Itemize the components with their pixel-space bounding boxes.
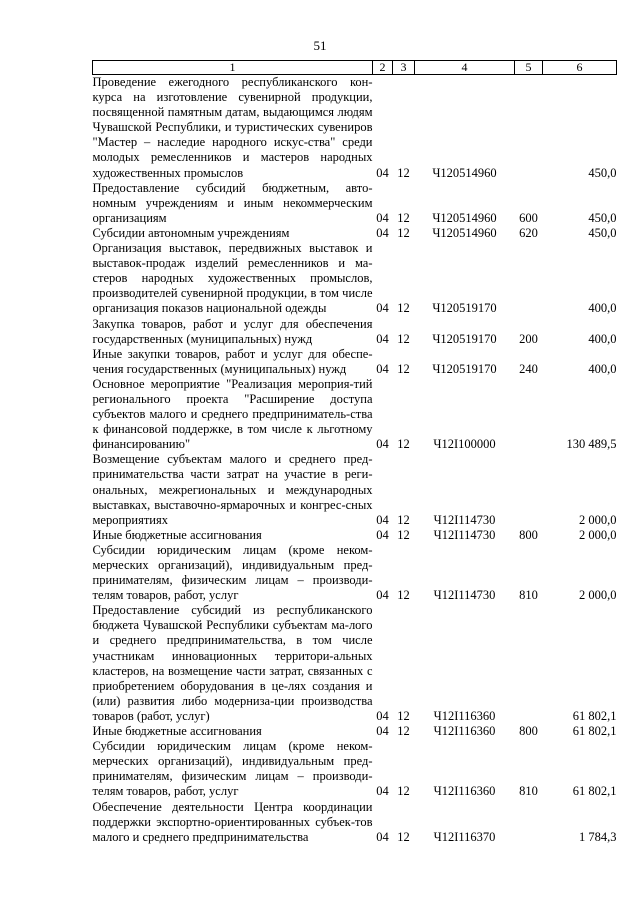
row-subsection-code: 12: [397, 225, 410, 240]
row-section-code: 04: [376, 437, 389, 452]
row-section-code: 04: [376, 512, 389, 527]
row-amount: 61 802,1: [572, 708, 617, 723]
row-expense-type-code: [515, 377, 543, 452]
budget-table: [92, 60, 617, 845]
row-subsection-code: 12: [397, 708, 410, 723]
row-expense-type-code: [515, 452, 543, 527]
row-target-item-code: Ч12I114730: [433, 588, 496, 603]
row-amount: 450,0: [588, 225, 617, 240]
row-section-code: 04: [376, 784, 389, 799]
table-row: [93, 452, 617, 527]
table-row: [93, 347, 617, 377]
row-amount: 61 802,1: [572, 784, 617, 799]
row-amount: 400,0: [588, 331, 617, 346]
row-section-code: 04: [376, 724, 389, 739]
row-amount: 2 000,0: [579, 512, 617, 527]
header-col-6: 6: [543, 61, 617, 75]
row-target-item-code: Ч120514960: [432, 225, 497, 240]
row-description: Организация выставок, передвижных выставок и выставок-продаж изделий ремесленников и ма-стеров народных художественных промыслов, производителей сувенирной продукции, в том числе организация показов национальной одежды: [92, 241, 373, 316]
header-col-4: 4: [415, 61, 515, 75]
row-amount: 400,0: [588, 301, 617, 316]
row-subsection-code: 12: [397, 210, 410, 225]
table-row: [93, 377, 617, 452]
row-description: Иные бюджетные ассигнования: [92, 724, 262, 739]
row-amount: 450,0: [588, 210, 617, 225]
row-expense-type-code: 240: [519, 361, 538, 376]
row-target-item-code: Ч120519170: [432, 361, 497, 376]
row-section-code: 04: [376, 588, 389, 603]
table-row: [93, 800, 617, 845]
page-number: 51: [313, 38, 327, 53]
row-section-code: 04: [376, 210, 389, 225]
row-description: Предоставление субсидий бюджетным, авто-номным учреждениям и иным некоммерческим организациям: [92, 180, 373, 225]
header-col-3: 3: [393, 61, 415, 75]
table-row: [93, 528, 617, 543]
row-section-code: 04: [376, 361, 389, 376]
row-subsection-code: 12: [397, 437, 410, 452]
row-target-item-code: Ч12I116360: [433, 784, 496, 799]
row-section-code: 04: [376, 165, 389, 180]
row-section-code: 04: [376, 708, 389, 723]
table-row: [93, 317, 617, 347]
row-subsection-code: 12: [397, 512, 410, 527]
row-target-item-code: Ч12I100000: [433, 437, 496, 452]
row-expense-type-code: 600: [519, 210, 538, 225]
row-expense-type-code: [515, 800, 543, 845]
row-expense-type-code: 810: [519, 784, 538, 799]
row-subsection-code: 12: [397, 301, 410, 316]
row-section-code: 04: [376, 225, 389, 240]
header-col-2: 2: [373, 61, 393, 75]
row-target-item-code: Ч12I114730: [433, 512, 496, 527]
table-body: [93, 75, 617, 845]
row-target-item-code: Ч12I116360: [433, 724, 496, 739]
row-description: Основное мероприятие "Реализация мероприя-тий регионального проекта "Расширение доступа субъектов малого и среднего предприниматель-ства к финансовой поддержке, в том числе к льготному финансированию": [92, 376, 373, 452]
row-description: Иные закупки товаров, работ и услуг для обеспе-чения государственных (муниципальных) нужд: [92, 346, 373, 376]
row-description: Закупка товаров, работ и услуг для обеспечения государственных (муниципальных) нужд: [92, 316, 373, 346]
row-subsection-code: 12: [397, 784, 410, 799]
row-section-code: 04: [376, 527, 389, 542]
table-row: [93, 75, 617, 181]
row-subsection-code: 12: [397, 527, 410, 542]
table-row: [93, 739, 617, 799]
row-subsection-code: 12: [397, 588, 410, 603]
row-target-item-code: Ч120519170: [432, 331, 497, 346]
row-target-item-code: Ч12I116370: [433, 829, 496, 844]
row-amount: 400,0: [588, 361, 617, 376]
table-row: [93, 241, 617, 316]
table-row: [93, 543, 617, 603]
row-section-code: 04: [376, 331, 389, 346]
row-expense-type-code: 800: [519, 527, 538, 542]
row-expense-type-code: [515, 603, 543, 724]
row-expense-type-code: 810: [519, 588, 538, 603]
row-amount: 61 802,1: [572, 724, 617, 739]
header-col-5: 5: [515, 61, 543, 75]
row-expense-type-code: [515, 75, 543, 181]
row-subsection-code: 12: [397, 829, 410, 844]
table-row: [93, 226, 617, 241]
table-header-row: [93, 61, 617, 75]
row-expense-type-code: [515, 241, 543, 316]
row-expense-type-code: 800: [519, 724, 538, 739]
row-description: Иные бюджетные ассигнования: [92, 527, 262, 542]
row-section-code: 04: [376, 829, 389, 844]
row-section-code: 04: [376, 301, 389, 316]
row-subsection-code: 12: [397, 331, 410, 346]
row-amount: 1 784,3: [579, 829, 617, 844]
row-expense-type-code: 200: [519, 331, 538, 346]
row-description: Субсидии юридическим лицам (кроме неком-мерческих организаций), индивидуальным пред-принимателям, физическим лицам – производи-телям товаров, работ, услуг: [92, 739, 373, 799]
row-target-item-code: Ч120514960: [432, 165, 497, 180]
table-row: [93, 181, 617, 226]
row-description: Проведение ежегодного республиканского кон-курса на изготовление сувенирной продукции, посвященной памятным датам, выдающимся людям Чувашской Республики, и туристических сувениров "Мастер – наследие народного искус-ства" среди молодых ремесленников и мастеров народных художественных промыслов: [92, 75, 373, 180]
row-target-item-code: Ч120519170: [432, 301, 497, 316]
header-col-1: 1: [93, 61, 373, 75]
row-description: Возмещение субъектам малого и среднего пред-принимательства части затрат на участие в реги-ональных, межрегиональных и международных выставках, выставочно-ярмарочных и конгрес-сных мероприятиях: [92, 452, 373, 527]
row-description: Субсидии юридическим лицам (кроме неком-мерческих организаций), индивидуальным пред-принимателям, физическим лицам – производи-телям товаров, работ, услуг: [92, 542, 373, 603]
row-target-item-code: Ч12I116360: [433, 708, 496, 723]
row-amount: 130 489,5: [566, 437, 617, 452]
row-subsection-code: 12: [397, 165, 410, 180]
row-description: Субсидии автономным учреждениям: [92, 225, 290, 240]
row-amount: 450,0: [588, 165, 617, 180]
row-description: Предоставление субсидий из республиканского бюджета Чувашской Республики субъектам ма-лого и среднего предпринимательства, в том числе участникам инновационных территори-альных кластеров, на возмещение части затрат, связанных с приобретением оборудования в це-лях создания и (или) развития либо модерниза-ции производства товаров (работ, услуг): [92, 603, 373, 723]
row-target-item-code: Ч12I114730: [433, 527, 496, 542]
row-target-item-code: Ч120514960: [432, 210, 497, 225]
row-amount: 2 000,0: [579, 527, 617, 542]
row-description: Обеспечение деятельности Центра координации поддержки экспортно-ориентированных субъек-тов малого и среднего предпринимательства: [92, 799, 373, 844]
row-amount: 2 000,0: [579, 588, 617, 603]
row-subsection-code: 12: [397, 361, 410, 376]
row-subsection-code: 12: [397, 724, 410, 739]
row-expense-type-code: 620: [519, 225, 538, 240]
table-row: [93, 603, 617, 724]
table-row: [93, 724, 617, 739]
